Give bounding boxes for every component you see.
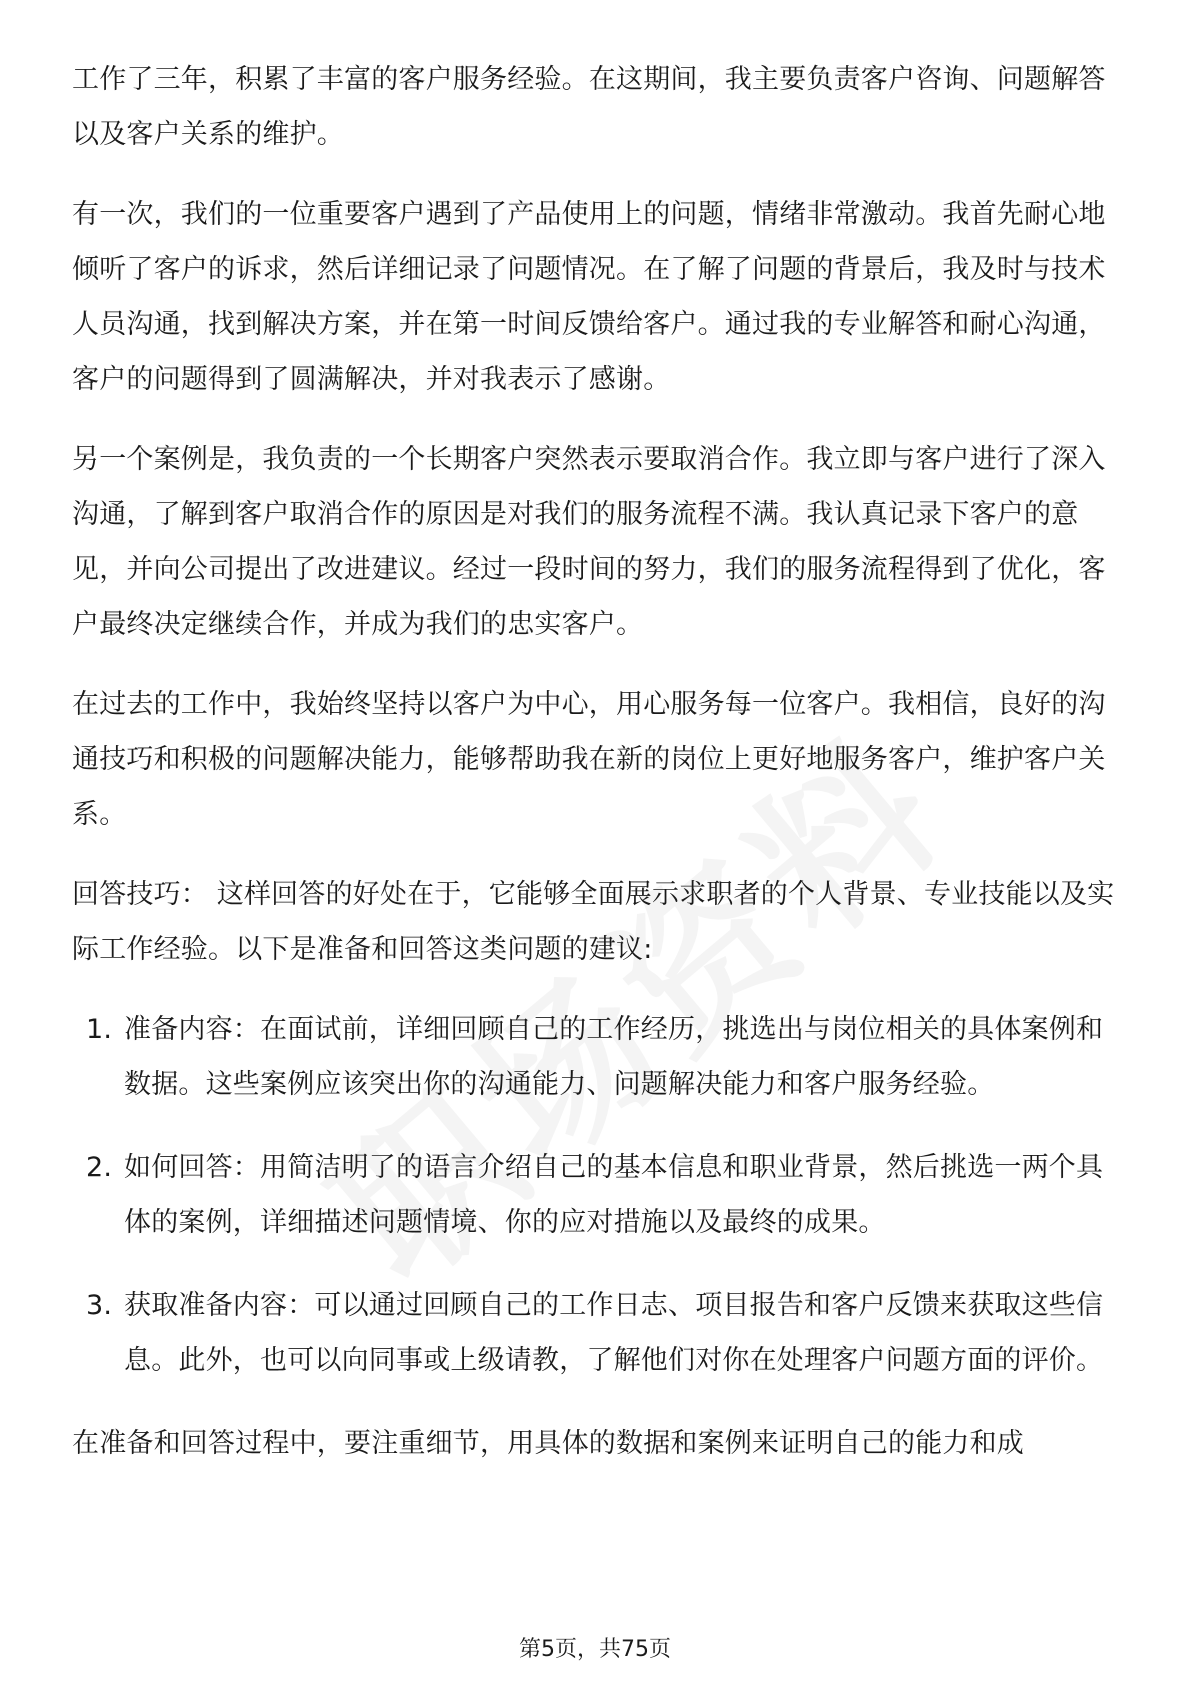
list-item [72,1002,1122,1112]
list-number: 1. [86,1014,113,1045]
page-footer: 第5页，共75页 [519,1637,671,1662]
paragraph: 在准备和回答过程中，要注重细节，用具体的数据和案例来证明自己的能力和成 [72,1428,1024,1459]
paragraph: 在过去的工作中，我始终坚持以客户为中心，用心服务每一位客户。我相信，良好的沟通技巧和积极的问题解决能力，能够帮助我在新的岗位上更好地服务客户，维护客户关系。 [72,689,1106,830]
list-item-text: 获取准备内容：可以通过回顾自己的工作日志、项目报告和客户反馈来获取这些信息。此外，也可以向同事或上级请教，了解他们对你在处理客户问题方面的评价。 [124,1290,1104,1376]
answer-tips-paragraph: 回答技巧： 这样回答的好处在于，它能够全面展示求职者的个人背景、专业技能以及实际工作经验。以下是准备和回答这类问题的建议: [72,879,1115,965]
paragraph: 工作了三年，积累了丰富的客户服务经验。在这期间，我主要负责客户咨询、问题解答以及客户关系的维护。 [72,64,1106,150]
list-number: 3. [86,1290,113,1321]
paragraph: 另一个案例是，我负责的一个长期客户突然表示要取消合作。我立即与客户进行了深入沟通，了解到客户取消合作的原因是对我们的服务流程不满。我认真记录下客户的意见，并向公司提出了改进建议。经过一段时间的努力，我们的服务流程得到了优化，客户最终决定继续合作，并成为我们的忠实客户。 [72,444,1106,640]
tips-list [72,1002,1122,1388]
document-body [72,52,1122,1496]
list-item [72,1140,1122,1250]
paragraph: 有一次，我们的一位重要客户遇到了产品使用上的问题，情绪非常激动。我首先耐心地倾听了客户的诉求，然后详细记录了问题情况。在了解了问题的背景后，我及时与技术人员沟通，找到解决方案，并在第一时间反馈给客户。通过我的专业解答和耐心沟通，客户的问题得到了圆满解决，并对我表示了感谢。 [72,199,1106,395]
list-item-text: 如何回答：用简洁明了的语言介绍自己的基本信息和职业背景，然后挑选一两个具体的案例，详细描述问题情境、你的应对措施以及最终的成果。 [124,1152,1104,1238]
list-item [72,1278,1122,1388]
list-number: 2. [86,1152,113,1183]
list-item-text: 准备内容：在面试前，详细回顾自己的工作经历，挑选出与岗位相关的具体案例和数据。这些案例应该突出你的沟通能力、问题解决能力和客户服务经验。 [124,1014,1104,1100]
